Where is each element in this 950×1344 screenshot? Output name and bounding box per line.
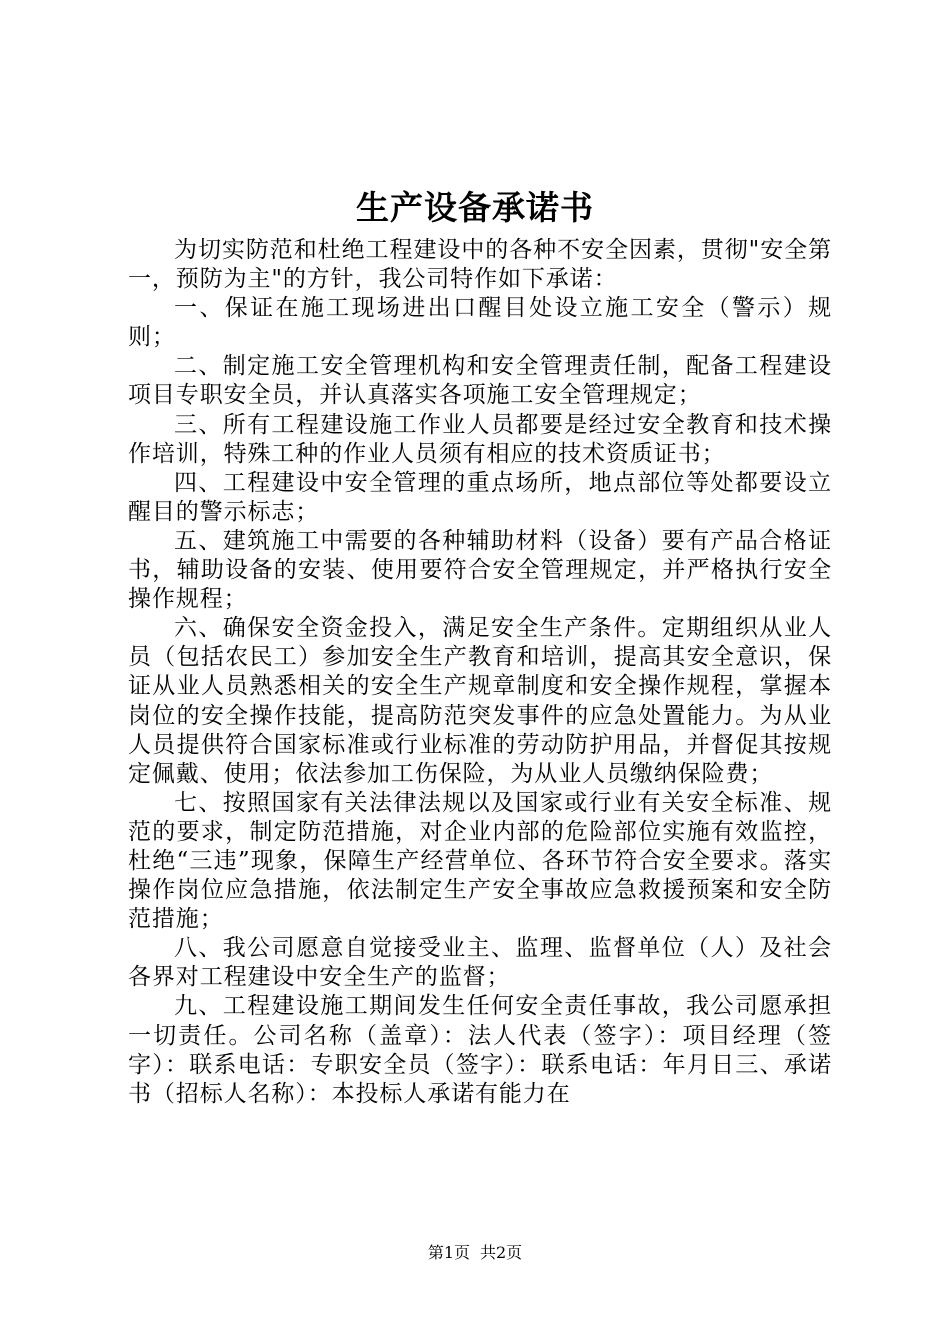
- paragraph-intro: 为切实防范和杜绝工程建设中的各种不安全因素，贯彻"安全第一，预防为主"的方针，我公司特作如下承诺：: [128, 237, 832, 293]
- paragraph-item-6: 六、确保安全资金投入，满足安全生产条件。定期组织从业人员（包括农民工）参加安全生产教育和培训，提高其安全意识，保证从业人员熟悉相关的安全生产规章制度和安全操作规程，掌握本岗位的安全操作技能，提高防范突发事件的应急处置能力。为从业人员提供符合国家标准或行业标准的劳动防护用品，并督促其按规定佩戴、使用；依法参加工伤保险，为从业人员缴纳保险费；: [128, 615, 832, 787]
- paragraph-item-4: 四、工程建设中安全管理的重点场所，地点部位等处都要设立醒目的警示标志；: [128, 469, 832, 525]
- paragraph-item-5: 五、建筑施工中需要的各种辅助材料（设备）要有产品合格证书，辅助设备的安装、使用要符合安全管理规定，并严格执行安全操作规程；: [128, 527, 832, 613]
- paragraph-item-3: 三、所有工程建设施工作业人员都要是经过安全教育和技术操作培训，特殊工种的作业人员须有相应的技术资质证书；: [128, 411, 832, 467]
- page-total: 共2页: [480, 1243, 523, 1262]
- page-title: 生产设备承诺书: [356, 188, 594, 227]
- paragraph-item-1: 一、保证在施工现场进出口醒目处设立施工安全（警示）规则；: [128, 295, 832, 351]
- document-body: [128, 236, 832, 1109]
- paragraph-item-8: 八、我公司愿意自觉接受业主、监理、监督单位（人）及社会各界对工程建设中安全生产的监督；: [128, 935, 832, 991]
- page-footer: [0, 1242, 950, 1264]
- paragraph-item-2: 二、制定施工安全管理机构和安全管理责任制，配备工程建设项目专职安全员，并认真落实各项施工安全管理规定；: [128, 353, 832, 409]
- paragraph-item-9: 九、工程建设施工期间发生任何安全责任事故，我公司愿承担一切责任。公司名称（盖章）：法人代表（签字）：项目经理（签字）：联系电话：专职安全员（签字）：联系电话：年月日三、承诺书（招标人名称）：本投标人承诺有能力在: [128, 993, 832, 1107]
- paragraph-item-7: 七、按照国家有关法律法规以及国家或行业有关安全标准、规范的要求，制定防范措施，对企业内部的危险部位实施有效监控，杜绝“三违”现象，保障生产经营单位、各环节符合安全要求。落实操作岗位应急措施，依法制定生产安全事故应急救援预案和安全防范措施；: [128, 789, 832, 933]
- page-number: 第1页: [427, 1243, 470, 1262]
